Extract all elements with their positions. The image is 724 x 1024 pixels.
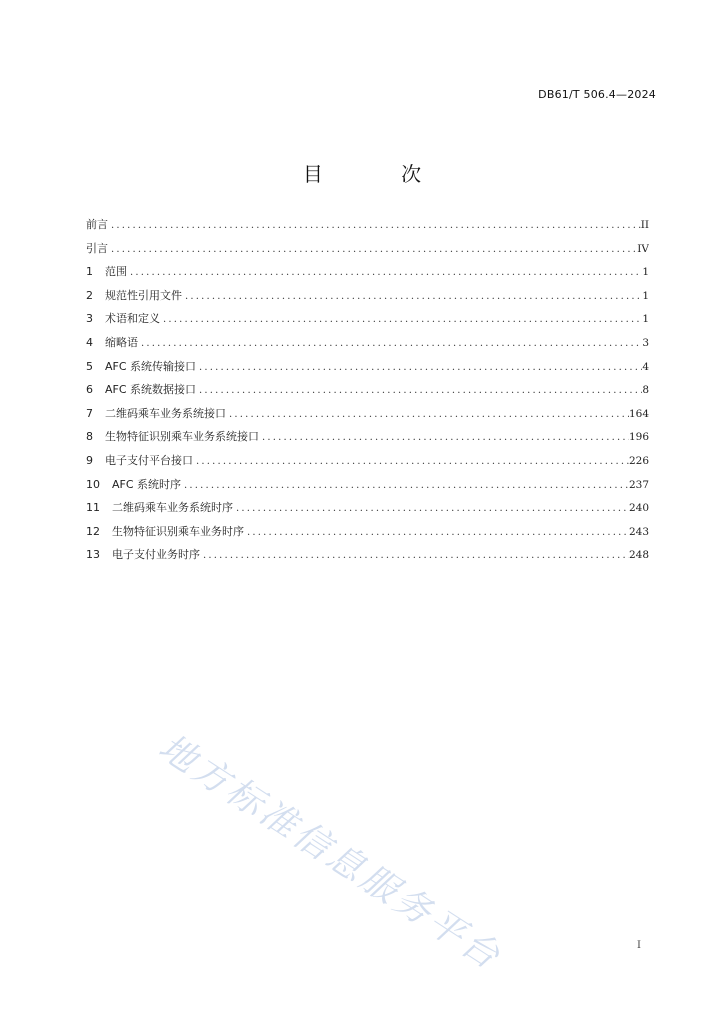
toc-entry-page: 237 [628,478,649,491]
toc-leader-dots [182,289,642,305]
toc-entry-page: 1 [642,313,649,326]
toc-entry[interactable] [86,288,649,312]
table-of-contents [86,217,649,571]
toc-leader-dots [226,407,629,423]
toc-leader-dots [196,383,642,399]
toc-entry-title: AFC 系统时序 [112,477,182,491]
toc-leader-dots [138,336,642,352]
toc-entry-page: 4 [642,360,649,373]
toc-entry[interactable] [86,359,649,383]
toc-entry[interactable] [86,311,649,335]
toc-entry-page: II [640,219,649,231]
toc-entry-title: 引言 [86,241,108,255]
toc-entry[interactable] [86,453,649,477]
toc-leader-dots [108,218,641,234]
toc-entry[interactable] [86,217,649,241]
toc-entry-number: 6 [86,383,93,397]
toc-entry[interactable] [86,477,649,501]
toc-entry-number: 2 [86,288,93,302]
toc-entry-title: 生物特征识别乘车业务时序 [112,524,244,538]
toc-leader-dots [181,478,629,494]
document-code: DB61/T 506.4—2024 [538,88,656,101]
toc-entry-page: IV [637,242,649,255]
toc-entry-title: AFC 系统数据接口 [105,383,197,397]
toc-entry-title: 电子支付业务时序 [112,548,200,562]
toc-entry-title: 规范性引用文件 [105,288,182,302]
toc-entry-title: AFC 系统传输接口 [105,359,197,373]
toc-entry-number: 7 [86,406,93,420]
page-title: 目 次 [302,162,458,186]
toc-entry-page: 8 [642,384,649,397]
toc-entry-title: 二维码乘车业务系统时序 [112,501,233,515]
toc-entry-number: 8 [86,430,93,444]
toc-entry-page: 243 [628,525,649,538]
toc-entry-page: 1 [642,266,649,279]
toc-entry-number: 9 [86,453,93,467]
toc-leader-dots [233,501,629,517]
toc-entry-page: 3 [642,336,649,349]
toc-entry-page: 1 [642,289,649,302]
toc-leader-dots [108,242,637,258]
toc-entry[interactable] [86,500,649,524]
toc-entry-title: 前言 [86,218,108,231]
toc-entry[interactable] [86,264,649,288]
toc-entry-page: 164 [628,407,649,420]
toc-entry-number: 13 [86,548,100,562]
toc-entry[interactable] [86,335,649,359]
toc-entry[interactable] [86,524,649,548]
toc-entry-title: 生物特征识别乘车业务系统接口 [105,430,259,444]
toc-leader-dots [244,525,629,541]
toc-leader-dots [196,360,642,376]
toc-leader-dots [193,454,629,470]
toc-leader-dots [127,265,642,281]
toc-entry-page: 248 [628,549,649,562]
page-number: I [637,940,641,951]
toc-leader-dots [259,430,629,446]
toc-entry[interactable] [86,429,649,453]
toc-entry-title: 范围 [105,265,127,279]
toc-entry-title: 二维码乘车业务系统接口 [105,406,226,420]
toc-entry-title: 电子支付平台接口 [105,453,193,467]
toc-entry[interactable] [86,406,649,430]
toc-entry-page: 240 [628,502,649,515]
toc-entry[interactable] [86,382,649,406]
toc-entry[interactable] [86,547,649,571]
toc-leader-dots [200,548,629,564]
toc-leader-dots [160,312,642,328]
toc-entry-title: 术语和定义 [105,312,160,326]
toc-entry-page: 196 [628,431,649,444]
toc-entry-number: 5 [86,359,93,373]
toc-entry-number: 11 [86,501,100,515]
watermark: 地方标准信息服务平台 [151,726,510,979]
toc-entry[interactable] [86,241,649,265]
toc-entry-number: 3 [86,312,93,326]
toc-entry-number: 4 [86,335,93,349]
toc-entry-number: 10 [86,477,100,491]
toc-entry-title: 缩略语 [105,335,138,349]
toc-entry-number: 1 [86,265,93,279]
toc-entry-number: 12 [86,524,100,538]
toc-entry-page: 226 [628,454,649,467]
